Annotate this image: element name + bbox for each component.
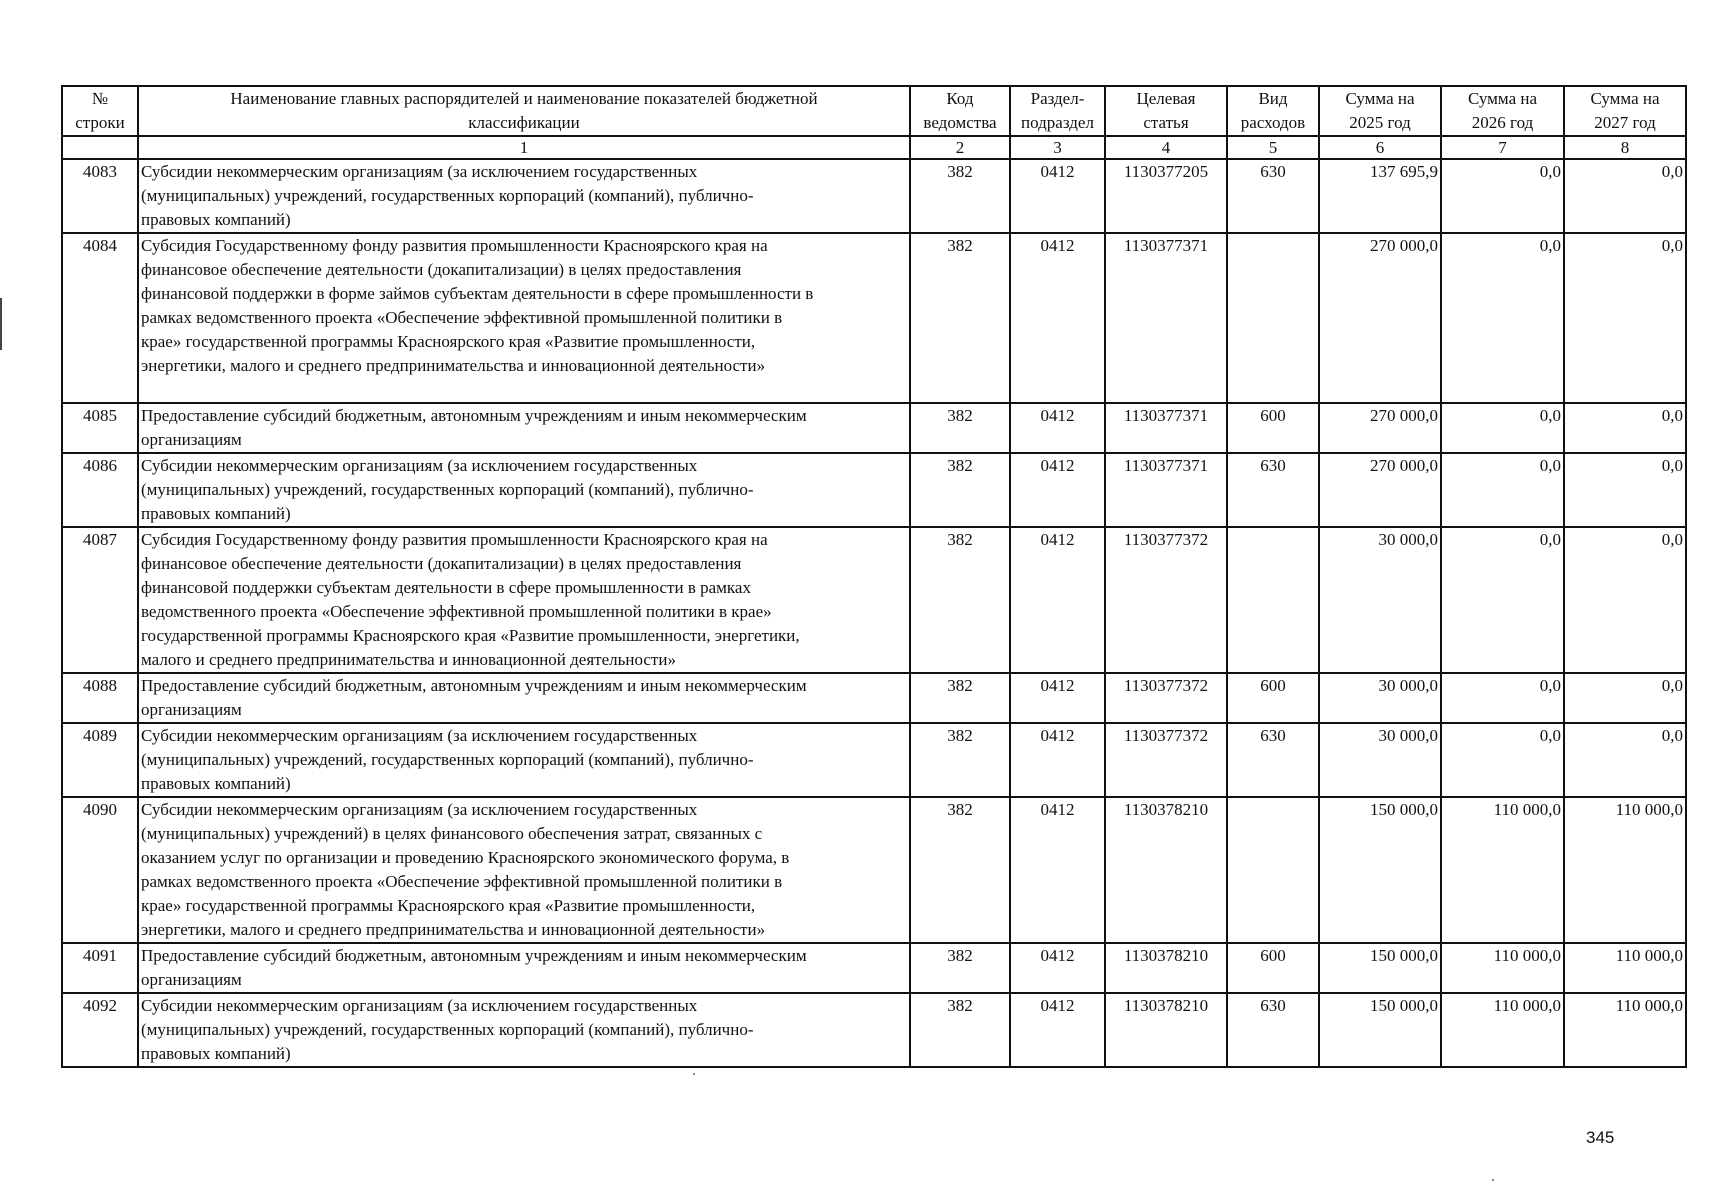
row-name-line: Субсидии некоммерческим организациям (за исключением государственных	[141, 996, 698, 1015]
row-name-line: ведомственного проекта «Обеспечение эффективной промышленной политики в крае»	[141, 602, 772, 621]
row-name-cell	[138, 527, 910, 673]
table-row	[62, 159, 1686, 233]
sum-2027-cell: 110 000,0	[1564, 993, 1686, 1067]
row-name-line: Предоставление субсидий бюджетным, автономным учреждениям и иным некоммерческим	[141, 676, 807, 695]
row-number-cell: 4088	[62, 673, 138, 723]
sum-2027-cell: 0,0	[1564, 233, 1686, 403]
sum-2026-cell: 0,0	[1441, 159, 1564, 233]
target-article-cell: 1130377372	[1105, 527, 1227, 673]
row-name-line: правовых компаний)	[141, 1044, 291, 1063]
row-name-line: организациям	[141, 700, 242, 719]
target-article-cell: 1130377372	[1105, 673, 1227, 723]
section-cell: 0412	[1010, 233, 1105, 403]
row-name-cell	[138, 403, 910, 453]
row-name-cell	[138, 673, 910, 723]
row-name-line: рамках ведомственного проекта «Обеспечение эффективной промышленной политики в	[141, 308, 783, 327]
sum-2026-cell: 0,0	[1441, 233, 1564, 403]
column-number: 7	[1441, 136, 1564, 159]
row-name-line: финансовой поддержки в форме займов субъектам деятельности в сфере промышленности в	[141, 284, 814, 303]
table-row	[62, 527, 1686, 673]
row-name-line: финансовое обеспечение деятельности (докапитализации) в целях предоставления	[141, 554, 742, 573]
sum-2025-cell: 270 000,0	[1319, 403, 1441, 453]
row-name-line: Предоставление субсидий бюджетным, автономным учреждениям и иным некоммерческим	[141, 946, 807, 965]
section-cell: 0412	[1010, 993, 1105, 1067]
row-number-cell: 4083	[62, 159, 138, 233]
target-article-cell: 1130378210	[1105, 797, 1227, 943]
table-row	[62, 723, 1686, 797]
sum-2025-cell: 150 000,0	[1319, 993, 1441, 1067]
column-number: 1	[138, 136, 910, 159]
section-cell: 0412	[1010, 723, 1105, 797]
expense-kind-cell	[1227, 527, 1319, 673]
dept-code-cell: 382	[910, 403, 1010, 453]
target-article-cell: 1130378210	[1105, 993, 1227, 1067]
dept-code-cell: 382	[910, 993, 1010, 1067]
section-cell: 0412	[1010, 943, 1105, 993]
column-number: 2	[910, 136, 1010, 159]
sum-2027-cell: 0,0	[1564, 453, 1686, 527]
sum-2025-cell: 270 000,0	[1319, 453, 1441, 527]
section-cell: 0412	[1010, 673, 1105, 723]
header-sum-2025: Сумма на 2025 год	[1319, 86, 1441, 136]
row-name-line: малого и среднего предпринимательства и инновационной деятельности»	[141, 650, 676, 669]
dept-code-cell: 382	[910, 673, 1010, 723]
scan-margin-mark	[0, 298, 2, 350]
row-number-cell: 4084	[62, 233, 138, 403]
header-sum-2026: Сумма на 2026 год	[1441, 86, 1564, 136]
row-name-line: Субсидии некоммерческим организациям (за исключением государственных	[141, 456, 698, 475]
column-number: 3	[1010, 136, 1105, 159]
budget-table	[61, 85, 1687, 1068]
expense-kind-cell	[1227, 233, 1319, 403]
sum-2026-cell: 110 000,0	[1441, 797, 1564, 943]
row-name-line: Субсидии некоммерческим организациям (за исключением государственных	[141, 726, 698, 745]
section-cell: 0412	[1010, 453, 1105, 527]
scan-speck	[1492, 1179, 1494, 1181]
column-number: 5	[1227, 136, 1319, 159]
row-name-cell	[138, 453, 910, 527]
section-cell: 0412	[1010, 159, 1105, 233]
sum-2027-cell: 110 000,0	[1564, 797, 1686, 943]
expense-kind-cell: 630	[1227, 453, 1319, 527]
row-name-cell	[138, 797, 910, 943]
header-sum-2027: Сумма на 2027 год	[1564, 86, 1686, 136]
row-name-line: государственной программы Красноярского края «Развитие промышленности, энергетики,	[141, 626, 800, 645]
row-name-line: (муниципальных) учреждений, государственных корпораций (компаний), публично-	[141, 750, 754, 769]
dept-code-cell: 382	[910, 453, 1010, 527]
row-name-cell	[138, 233, 910, 403]
dept-code-cell: 382	[910, 527, 1010, 673]
row-name-line: Субсидия Государственному фонду развития промышленности Красноярского края на	[141, 530, 768, 549]
row-name-line: (муниципальных) учреждений, государственных корпораций (компаний), публично-	[141, 186, 754, 205]
row-name-line: правовых компаний)	[141, 504, 291, 523]
target-article-cell: 1130377205	[1105, 159, 1227, 233]
row-name-line: крае» государственной программы Красноярского края «Развитие промышленности,	[141, 332, 756, 351]
row-name-line: (муниципальных) учреждений, государственных корпораций (компаний), публично-	[141, 1020, 754, 1039]
target-article-cell: 1130377371	[1105, 453, 1227, 527]
row-name-line: организациям	[141, 430, 242, 449]
sum-2025-cell: 30 000,0	[1319, 673, 1441, 723]
row-name-line: энергетики, малого и среднего предпринимательства и инновационной деятельности»	[141, 356, 766, 375]
header-section: Раздел- подраздел	[1010, 86, 1105, 136]
header-target-article: Целевая статья	[1105, 86, 1227, 136]
sum-2026-cell: 0,0	[1441, 403, 1564, 453]
expense-kind-cell: 630	[1227, 993, 1319, 1067]
header-expense-kind: Вид расходов	[1227, 86, 1319, 136]
dept-code-cell: 382	[910, 797, 1010, 943]
table-row	[62, 993, 1686, 1067]
row-number-cell: 4087	[62, 527, 138, 673]
dept-code-cell: 382	[910, 943, 1010, 993]
row-number-cell: 4091	[62, 943, 138, 993]
sum-2025-cell: 30 000,0	[1319, 723, 1441, 797]
table-row	[62, 453, 1686, 527]
sum-2026-cell: 0,0	[1441, 527, 1564, 673]
section-cell: 0412	[1010, 797, 1105, 943]
table-header-row	[62, 86, 1686, 136]
page-number: 345	[1586, 1128, 1615, 1147]
expense-kind-cell: 630	[1227, 723, 1319, 797]
row-name-line: финансовое обеспечение деятельности (докапитализации) в целях предоставления	[141, 260, 742, 279]
target-article-cell: 1130377371	[1105, 403, 1227, 453]
row-number-cell: 4086	[62, 453, 138, 527]
target-article-cell: 1130377371	[1105, 233, 1227, 403]
row-name-line: Субсидия Государственному фонду развития промышленности Красноярского края на	[141, 236, 768, 255]
row-number-cell: 4092	[62, 993, 138, 1067]
row-name-line: энергетики, малого и среднего предпринимательства и инновационной деятельности»	[141, 920, 766, 939]
table-row	[62, 797, 1686, 943]
row-number-cell: 4089	[62, 723, 138, 797]
sum-2025-cell: 270 000,0	[1319, 233, 1441, 403]
row-name-line	[141, 378, 907, 402]
sum-2026-cell: 0,0	[1441, 723, 1564, 797]
row-name-line: крае» государственной программы Красноярского края «Развитие промышленности,	[141, 896, 756, 915]
row-number-cell: 4085	[62, 403, 138, 453]
row-name-line: (муниципальных) учреждений, государственных корпораций (компаний), публично-	[141, 480, 754, 499]
row-name-cell	[138, 993, 910, 1067]
table-row	[62, 673, 1686, 723]
section-cell: 0412	[1010, 403, 1105, 453]
sum-2026-cell: 110 000,0	[1441, 993, 1564, 1067]
row-name-line: организациям	[141, 970, 242, 989]
header-name: Наименование главных распорядителей и наименование показателей бюджетной классификации	[138, 86, 910, 136]
target-article-cell: 1130377372	[1105, 723, 1227, 797]
header-dept-code: Код ведомства	[910, 86, 1010, 136]
sum-2025-cell: 137 695,9	[1319, 159, 1441, 233]
sum-2027-cell: 0,0	[1564, 723, 1686, 797]
sum-2026-cell: 110 000,0	[1441, 943, 1564, 993]
scan-speck	[693, 1073, 695, 1075]
target-article-cell: 1130378210	[1105, 943, 1227, 993]
table-row	[62, 233, 1686, 403]
row-name-line: Субсидии некоммерческим организациям (за исключением государственных	[141, 162, 698, 181]
table-row	[62, 943, 1686, 993]
sum-2025-cell: 150 000,0	[1319, 943, 1441, 993]
row-name-line: правовых компаний)	[141, 210, 291, 229]
column-number: 8	[1564, 136, 1686, 159]
sum-2025-cell: 30 000,0	[1319, 527, 1441, 673]
row-name-cell	[138, 943, 910, 993]
dept-code-cell: 382	[910, 159, 1010, 233]
row-name-cell	[138, 723, 910, 797]
row-name-line: рамках ведомственного проекта «Обеспечение эффективной промышленной политики в	[141, 872, 783, 891]
dept-code-cell: 382	[910, 723, 1010, 797]
dept-code-cell: 382	[910, 233, 1010, 403]
sum-2027-cell: 0,0	[1564, 159, 1686, 233]
sum-2027-cell: 110 000,0	[1564, 943, 1686, 993]
expense-kind-cell: 600	[1227, 673, 1319, 723]
row-name-line: Субсидии некоммерческим организациям (за исключением государственных	[141, 800, 698, 819]
expense-kind-cell: 630	[1227, 159, 1319, 233]
column-number-row	[62, 136, 1686, 159]
table-row	[62, 403, 1686, 453]
row-name-line: (муниципальных) учреждений) в целях финансового обеспечения затрат, связанных с	[141, 824, 763, 843]
expense-kind-cell: 600	[1227, 943, 1319, 993]
row-name-cell	[138, 159, 910, 233]
section-cell: 0412	[1010, 527, 1105, 673]
sum-2025-cell: 150 000,0	[1319, 797, 1441, 943]
expense-kind-cell	[1227, 797, 1319, 943]
sum-2027-cell: 0,0	[1564, 673, 1686, 723]
column-number: 6	[1319, 136, 1441, 159]
row-name-line: оказанием услуг по организации и проведению Красноярского экономического форума, в	[141, 848, 790, 867]
sum-2027-cell: 0,0	[1564, 527, 1686, 673]
column-number	[62, 136, 138, 159]
row-number-cell: 4090	[62, 797, 138, 943]
column-number: 4	[1105, 136, 1227, 159]
expense-kind-cell: 600	[1227, 403, 1319, 453]
sum-2026-cell: 0,0	[1441, 453, 1564, 527]
sum-2027-cell: 0,0	[1564, 403, 1686, 453]
row-name-line: правовых компаний)	[141, 774, 291, 793]
row-name-line: Предоставление субсидий бюджетным, автономным учреждениям и иным некоммерческим	[141, 406, 807, 425]
row-name-line: финансовой поддержки субъектам деятельности в сфере промышленности в рамках	[141, 578, 751, 597]
header-row-no: № строки	[62, 86, 138, 136]
sum-2026-cell: 0,0	[1441, 673, 1564, 723]
